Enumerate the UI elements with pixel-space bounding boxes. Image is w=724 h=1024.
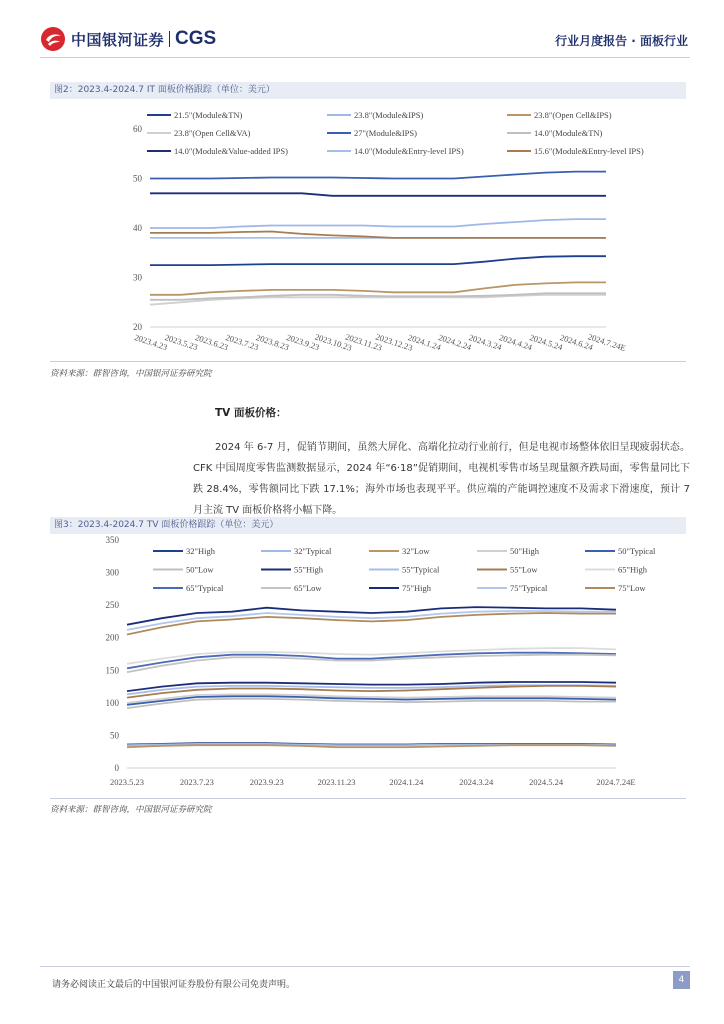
section-heading: TV 面板价格： bbox=[215, 407, 287, 419]
company-name-cn: 中国银河证券 bbox=[71, 30, 165, 49]
series-line bbox=[150, 172, 606, 179]
series-line bbox=[150, 293, 606, 300]
legend-label: 50"Typical bbox=[618, 546, 656, 556]
legend-label: 50"High bbox=[510, 546, 539, 556]
x-tick-label: 2023.10.23 bbox=[313, 331, 354, 353]
figure2-source: 资料来源：群智咨询，中国银河证券研究院 bbox=[50, 369, 212, 379]
y-tick-label: 60 bbox=[133, 124, 142, 134]
report-type: 行业月度报告 · 面板行业 bbox=[555, 34, 688, 48]
y-tick-label: 0 bbox=[114, 763, 119, 773]
y-tick-label: 350 bbox=[105, 535, 119, 545]
figure3-title: 图3：2023.4-2024.7 TV 面板价格跟踪（单位：美元） bbox=[50, 517, 686, 534]
x-tick-label: 2024.7.24E bbox=[586, 331, 628, 353]
legend-label: 23.8"(Module&IPS) bbox=[354, 110, 424, 120]
y-tick-label: 50 bbox=[133, 173, 142, 184]
legend-label: 65"High bbox=[618, 564, 647, 575]
x-tick-label: 2024.1.24 bbox=[406, 332, 443, 353]
legend-label: 23.8"(Open Cell&IPS) bbox=[534, 110, 612, 120]
legend-label: 75"High bbox=[402, 583, 431, 593]
series-line bbox=[127, 613, 616, 635]
x-tick-label: 2024.7.24E bbox=[596, 777, 636, 787]
y-tick-label: 300 bbox=[105, 567, 119, 578]
legend-label: 75"Typical bbox=[510, 583, 548, 593]
legend-label: 14.0"(Module&TN) bbox=[534, 128, 603, 138]
x-tick-label: 2023.9.23 bbox=[285, 332, 321, 353]
x-tick-label: 2024.6.24 bbox=[558, 332, 595, 353]
x-tick-label: 2024.5.24 bbox=[528, 332, 564, 353]
x-tick-label: 2023.7.23 bbox=[224, 332, 260, 353]
x-tick-label: 2023.9.23 bbox=[249, 777, 284, 787]
x-tick-label: 2024.4.24 bbox=[498, 332, 534, 353]
y-tick-label: 100 bbox=[105, 697, 119, 708]
figure2-title: 图2：2023.4-2024.7 IT 面板价格跟踪（单位：美元） bbox=[50, 82, 686, 99]
y-tick-label: 30 bbox=[133, 272, 142, 283]
series-line bbox=[127, 699, 616, 708]
legend-label: 32"High bbox=[186, 546, 215, 556]
figure3-source: 资料来源：群智咨询，中国银河证券研究院 bbox=[50, 805, 212, 815]
y-tick-label: 20 bbox=[133, 322, 142, 332]
series-line bbox=[127, 648, 616, 664]
cgs-logo-icon bbox=[40, 26, 66, 52]
disclaimer-text: 请务必阅读正文最后的中国银河证券股份有限公司免责声明。 bbox=[52, 980, 296, 990]
x-tick-label: 2023.11.23 bbox=[317, 777, 356, 787]
legend-label: 55"High bbox=[294, 564, 323, 575]
x-tick-label: 2023.5.23 bbox=[110, 777, 144, 787]
legend-label: 65"Typical bbox=[186, 583, 224, 593]
company-logo bbox=[40, 26, 216, 52]
legend-label: 23.8"(Open Cell&VA) bbox=[174, 128, 251, 138]
page-header bbox=[40, 24, 690, 58]
it-panel-price-chart bbox=[50, 99, 686, 361]
x-tick-label: 2023.4.23 bbox=[133, 332, 169, 353]
page-number: 4 bbox=[673, 971, 690, 989]
legend-label: 75"Low bbox=[618, 583, 646, 593]
y-tick-label: 150 bbox=[105, 665, 119, 676]
series-line bbox=[150, 219, 606, 228]
x-tick-label: 2024.5.24 bbox=[529, 777, 564, 787]
page-footer bbox=[40, 966, 690, 990]
legend-label: 65"Low bbox=[294, 583, 322, 593]
legend-label: 55"Low bbox=[510, 564, 538, 575]
x-tick-label: 2024.2.24 bbox=[437, 332, 473, 353]
y-tick-label: 200 bbox=[105, 632, 119, 643]
section-paragraph: 2024 年 6-7 月，促销节期间，虽然大屏化、高端化拉动行业前行，但是电视市场整体依旧呈现疲弱状态。CFK 中国周度零售监测数据显示，2024 年“6·18”促销期间，电视机零售市场呈现量额齐跌局面，零售量同比下跌 28.4%，零售额同比下跌 17.1%；海外市场也表现平平。供应端的产能调控速度不及需求下滑速度，预计 7 月主流 TV 面板价格将小幅下降。 bbox=[193, 442, 690, 516]
x-tick-label: 2023.6.23 bbox=[194, 332, 230, 353]
legend-label: 55"Typical bbox=[402, 564, 440, 575]
x-tick-label: 2024.1.24 bbox=[389, 777, 424, 787]
legend-label: 27"(Module&IPS) bbox=[354, 128, 417, 138]
y-tick-label: 40 bbox=[133, 223, 142, 233]
series-line bbox=[150, 193, 606, 196]
x-tick-label: 2024.3.24 bbox=[459, 777, 494, 787]
x-tick-label: 2023.11.23 bbox=[344, 331, 384, 353]
company-name-en: CGS bbox=[175, 28, 217, 49]
x-tick-label: 2023.5.23 bbox=[163, 332, 200, 353]
x-tick-label: 2024.3.24 bbox=[467, 332, 504, 353]
legend-label: 14.0"(Module&Value-added IPS) bbox=[174, 146, 288, 156]
series-line bbox=[150, 232, 606, 238]
logo-divider bbox=[169, 31, 170, 47]
series-line bbox=[150, 256, 606, 265]
legend-label: 32"Low bbox=[402, 546, 430, 556]
x-tick-label: 2023.7.23 bbox=[179, 777, 214, 787]
legend-label: 32"Typical bbox=[294, 546, 332, 556]
legend-label: 15.6"(Module&Entry-level IPS) bbox=[534, 146, 644, 156]
y-tick-label: 50 bbox=[110, 730, 119, 741]
legend-label: 50"Low bbox=[186, 564, 214, 575]
y-tick-label: 250 bbox=[105, 600, 119, 611]
x-tick-label: 2023.12.23 bbox=[374, 331, 414, 353]
tv-panel-price-chart bbox=[50, 534, 686, 798]
figure2-box bbox=[50, 99, 686, 362]
legend-label: 21.5"(Module&TN) bbox=[174, 110, 243, 120]
legend-label: 14.0"(Module&Entry-level IPS) bbox=[354, 146, 464, 156]
x-tick-label: 2023.8.23 bbox=[254, 332, 291, 353]
figure3-box bbox=[50, 534, 686, 799]
